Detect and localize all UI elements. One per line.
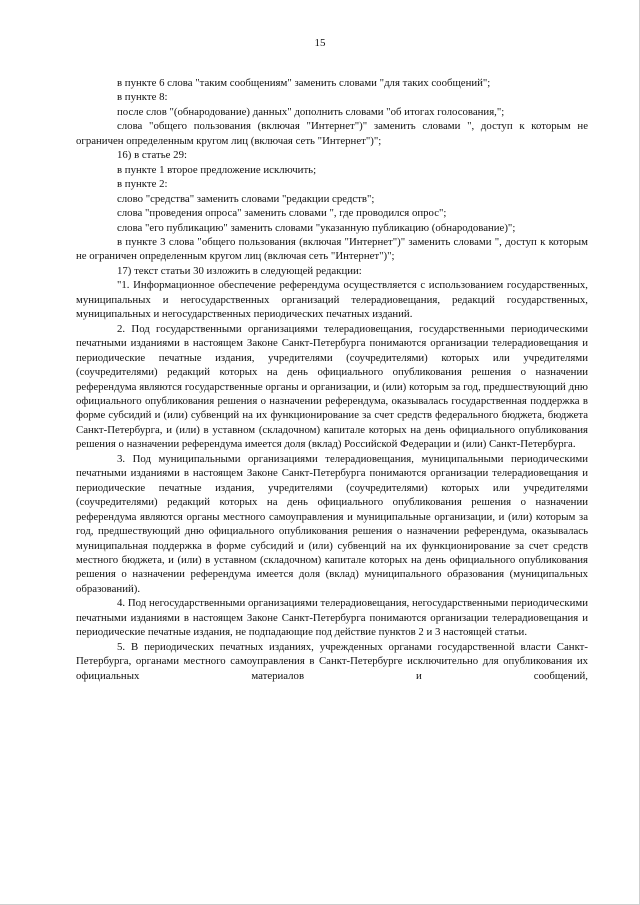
paragraph: в пункте 6 слова "таким сообщениям" заменить словами "для таких сообщений";	[117, 77, 491, 89]
document-body	[76, 76, 588, 683]
paragraph: 3. Под муниципальными организациями телерадиовещания, муниципальными периодическими печатными изданиями в настоящем Законе Санкт-Петербурга понимаются организации телерадиовещания и периодические печатные издания, учредителями (соучредителями) которых или учредителями (соучредителями) редакций которых на день официального опубликования решения о назначении референдума являются органы местного самоуправления и муниципальные организации, и (или) которым за год, предшествующий дню официального опубликования решения о назначении референдума, оказывалась муниципальная поддержка в форме субсидий и (или) субвенций на их функционирование за счет средств местного бюджета, и (или) в уставном (складочном) капитале которых на день официального опубликования решения о назначении референдума имеется доля (вклад) муниципального образования (муниципальных образований).	[76, 452, 588, 595]
paragraph: 2. Под государственными организациями телерадиовещания, государственными периодическими печатными изданиями в настоящем Законе Санкт-Петербурга понимаются организации телерадиовещания и периодические печатные издания, учредителями (соучредителями) которых или учредителями (соучредителями) редакций которых на день официального опубликования решения о назначении референдума являются государственные органы и организации, и (или) которым за год, предшествующий дню официального опубликования решения о назначении референдума, оказывалась государственная поддержка в форме субсидий и (или) субвенций на их функционирование за счет средств федерального бюджета, бюджета Санкт-Петербурга, и (или) в уставном (складочном) капитале которых на день официального опубликования решения о назначении референдума имеется доля (вклад) Российской Федерации и (или) Санкт-Петербурга.	[76, 322, 588, 451]
paragraph: слова "общего пользования (включая "Интернет")" заменить словами ", доступ к которым не ограничен определенным кругом лиц (включая сеть "Интернет")";	[76, 120, 588, 147]
page-number: 15	[314, 37, 326, 49]
paragraph: в пункте 8:	[117, 91, 168, 104]
paragraph: 16) в статье 29:	[117, 149, 187, 162]
paragraph: слова "проведения опроса" заменить словами ", где проводился опрос";	[117, 207, 447, 220]
paragraph: "1. Информационное обеспечение референдума осуществляется с использованием государственных, муниципальных и негосударственных организаций телерадиовещания, редакций государственных, муниципальных и негосударственных периодических печатных изданий.	[76, 279, 588, 321]
paragraph: 17) текст статьи 30 изложить в следующей редакции:	[117, 264, 362, 277]
paragraph: в пункте 2:	[117, 178, 168, 191]
paragraph: 5. В периодических печатных изданиях, учрежденных органами государственной власти Санкт-Петербурга, органами местного самоуправления в Санкт-Петербурге исключительно для опубликования их официальных материалов и сообщений,	[76, 640, 588, 682]
paragraph: слово "средства" заменить словами "редакции средств";	[117, 192, 375, 205]
paragraph: после слов "(обнародование) данных" дополнить словами "об итогах голосования,";	[117, 105, 505, 118]
paragraph: 4. Под негосударственными организациями телерадиовещания, негосударственными периодическими печатными изданиями в настоящем Законе Санкт-Петербурга понимаются организации телерадиовещания и периодические печатные издания, не подпадающие под действие пунктов 2 и 3 настоящей статьи.	[76, 597, 588, 639]
paragraph: в пункте 1 второе предложение исключить;	[117, 163, 317, 176]
paragraph: в пункте 3 слова "общего пользования (включая "Интернет")" заменить словами ", доступ к которым не ограничен определенным кругом лиц (включая сеть "Интернет")";	[76, 235, 588, 263]
paragraph: слова "его публикацию" заменить словами "указанную публикацию (обнародование)";	[117, 221, 516, 234]
